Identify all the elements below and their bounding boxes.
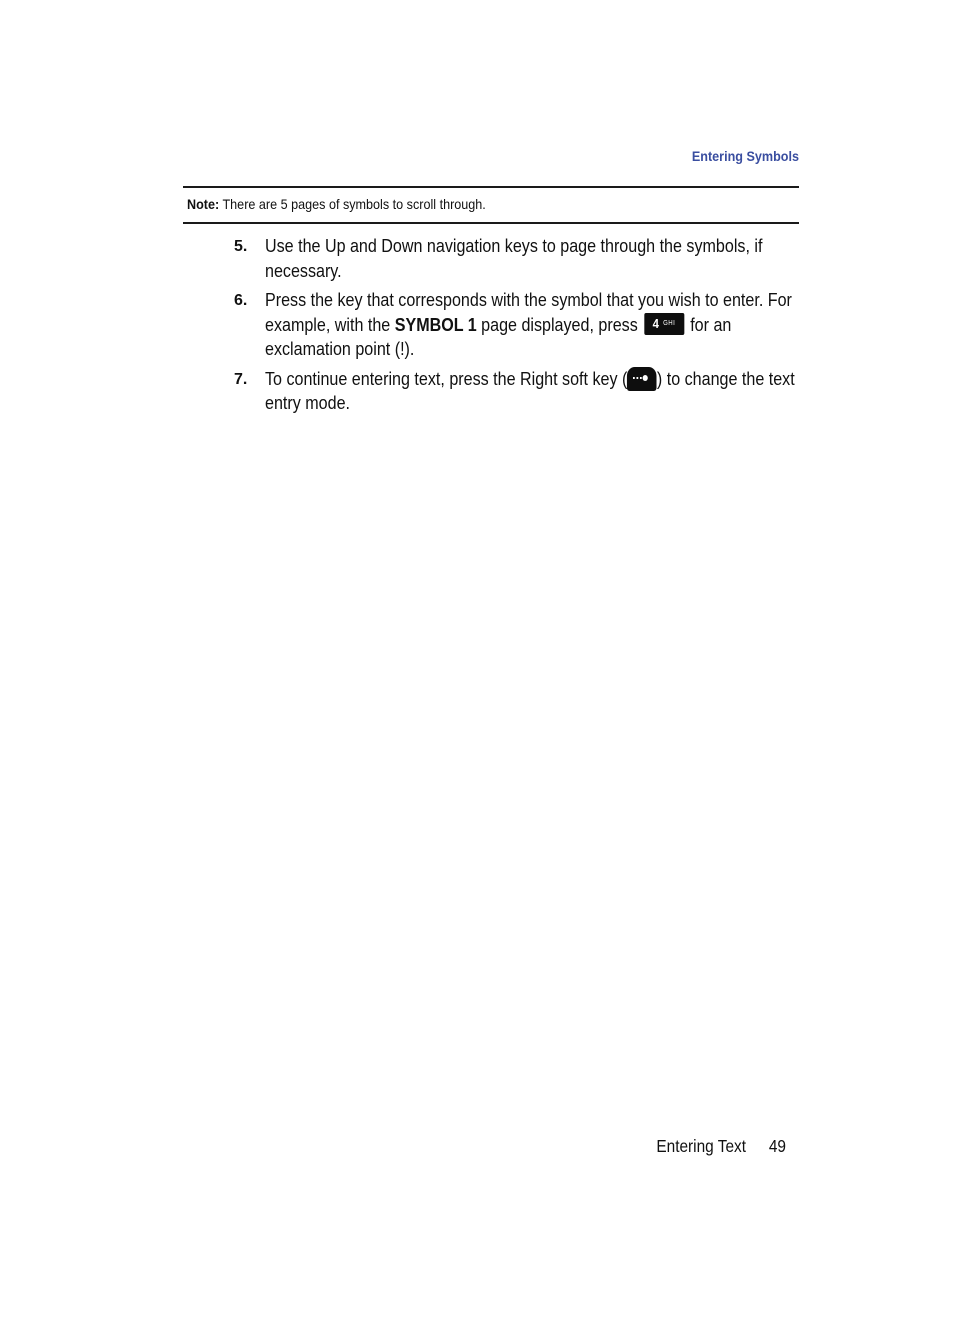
- step-7: [234, 367, 834, 416]
- step-text-fragment: To continue entering text, press the Right soft key (: [265, 367, 628, 389]
- page-number: 49: [768, 1136, 786, 1156]
- note-body: There are 5 pages of symbols to scroll through.: [219, 196, 486, 212]
- key-letters: GHI: [663, 319, 676, 327]
- note-text: [187, 196, 486, 212]
- footer-chapter: Entering Text: [656, 1136, 746, 1156]
- step-number: 5.: [234, 238, 248, 255]
- step-5: [234, 234, 834, 283]
- soft-key-dot: [643, 375, 648, 381]
- step-text-line: [265, 367, 795, 392]
- step-text-line: Press the key that corresponds with the symbol that you wish to enter. For: [265, 289, 792, 310]
- page-footer: [622, 1136, 786, 1157]
- soft-key-dots: [633, 377, 642, 381]
- note-label: Note:: [187, 196, 220, 212]
- step-text-line: entry mode.: [265, 392, 350, 413]
- step-text-line: Use the Up and Down navigation keys to page through the symbols, if: [265, 235, 763, 256]
- right-soft-key-icon: [627, 367, 657, 391]
- step-number: 7.: [234, 370, 248, 388]
- note-box: [183, 186, 799, 224]
- symbol-page-label: SYMBOL 1: [394, 313, 477, 335]
- key-4-ghi-icon: [644, 313, 684, 335]
- step-text-line: exclamation point (!).: [265, 338, 415, 359]
- steps-list: [234, 234, 834, 421]
- section-header: Entering Symbols: [691, 148, 799, 164]
- step-text-line: necessary.: [265, 259, 342, 281]
- step-text-fragment: ) to change the text: [656, 367, 795, 389]
- step-text-line: [265, 313, 760, 338]
- step-text-fragment: page displayed, press: [476, 313, 643, 335]
- key-digit: 4: [652, 315, 659, 331]
- step-text-fragment: for an: [685, 313, 732, 335]
- step-number: 6.: [234, 292, 248, 309]
- step-text-fragment: example, with the: [265, 313, 395, 335]
- step-6: [234, 288, 834, 362]
